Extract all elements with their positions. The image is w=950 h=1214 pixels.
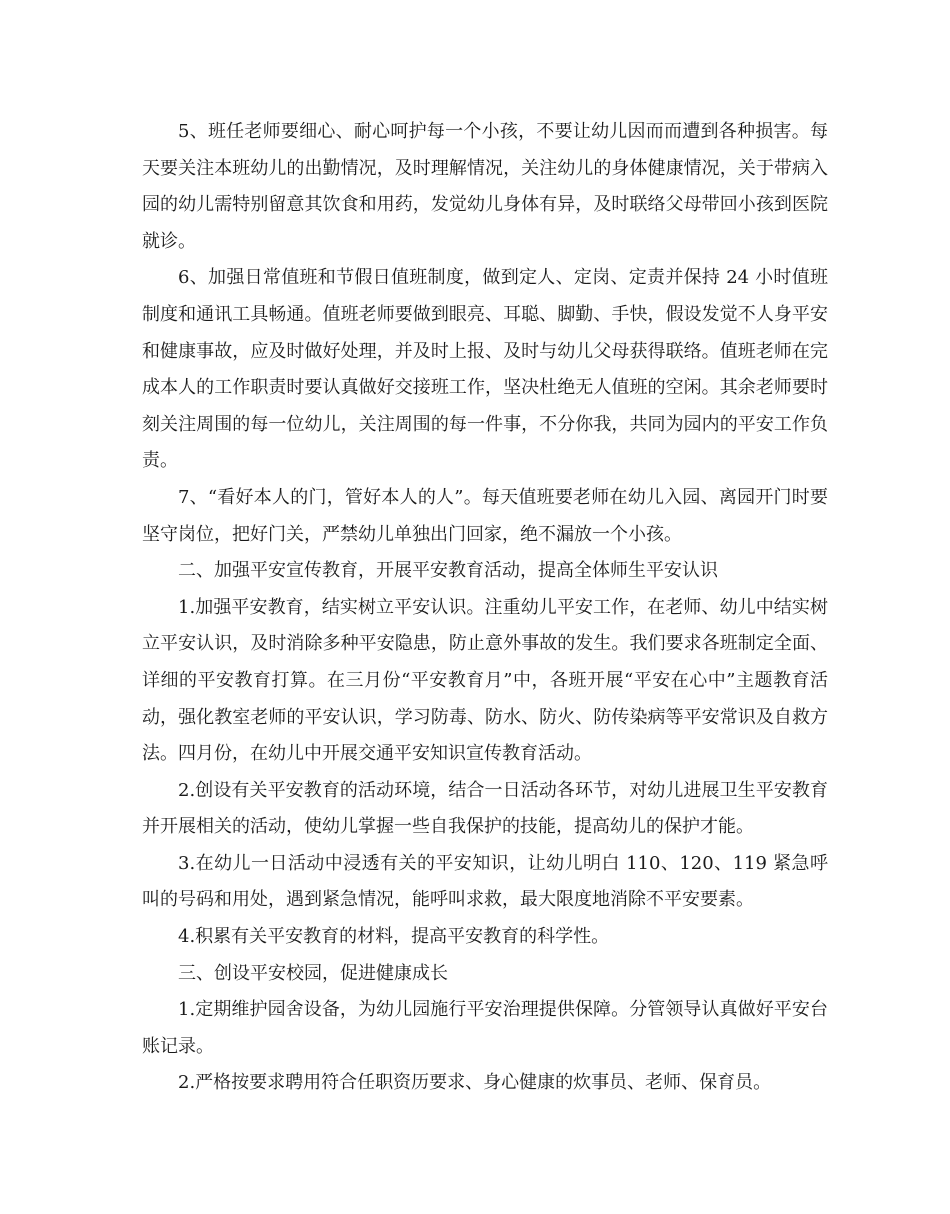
paragraph-9: 2.严格按要求聘用符合任职资历要求、身心健康的炊事员、老师、保育员。	[178, 1072, 772, 1094]
document-body	[142, 114, 828, 1102]
paragraph-3: 7、“看好本人的门，管好本人的人”。每天值班要老师在幼儿入园、离园开门时要坚守岗位，把好门关，严禁幼儿单独出门回家，绝不漏放一个小孩。	[142, 486, 828, 545]
paragraph-8: 1.定期维护园舍设备，为幼儿园施行平安治理提供保障。分管领导认真做好平安台账记录。	[142, 999, 828, 1057]
paragraph-2: 6、加强日常值班和节假日值班制度，做到定人、定岗、定责并保持 24 小时值班制度和通讯工具畅通。值班老师要做到眼亮、耳聪、脚勤、手快，假设发觉不人身平安和健康事故，应及时做好处理，并及时上报、及时与幼儿父母获得联络。值班老师在完成本人的工作职责时要认真做好交接班工作，坚决杜绝无人值班的空闲。其余老师要时刻关注周围的每一位幼儿，关注周围的每一件事，不分你我，共同为园内的平安工作负责。	[142, 267, 828, 472]
paragraph-1: 5、班任老师要细心、耐心呵护每一个小孩，不要让幼儿因而而遭到各种损害。每天要关注本班幼儿的出勤情况，及时理解情况，关注幼儿的身体健康情况，关于带病入园的幼儿需特别留意其饮食和用药，发觉幼儿身体有异，及时联络父母带回小孩到医院就诊。	[142, 121, 828, 252]
section-heading-2: 二、加强平安宣传教育，开展平安教育活动，提高全体师生平安认识	[178, 560, 718, 582]
section-heading-3: 三、创设平安校园，促进健康成长	[178, 962, 448, 984]
paragraph-6: 3.在幼儿一日活动中浸透有关的平安知识，让幼儿明白 110、120、119 紧急呼叫的号码和用处，遇到紧急情况，能呼叫求救，最大限度地消除不平安要素。	[142, 852, 828, 911]
paragraph-4: 1.加强平安教育，结实树立平安认识。注重幼儿平安工作，在老师、幼儿中结实树立平安认识，及时消除多种平安隐患，防止意外事故的发生。我们要求各班制定全面、详细的平安教育打算。在三月份“平安教育月”中，各班开展“平安在心中”主题教育活动，强化教室老师的平安认识，学习防毒、防水、防火、防传染病等平安常识及自救方法。四月份，在幼儿中开展交通平安知识宣传教育活动。	[142, 596, 828, 765]
paragraph-7: 4.积累有关平安教育的材料，提高平安教育的科学性。	[178, 926, 610, 948]
paragraph-5: 2.创设有关平安教育的活动环境，结合一日活动各环节，对幼儿进展卫生平安教育并开展相关的活动，使幼儿掌握一些自我保护的技能，提高幼儿的保护才能。	[142, 779, 828, 838]
